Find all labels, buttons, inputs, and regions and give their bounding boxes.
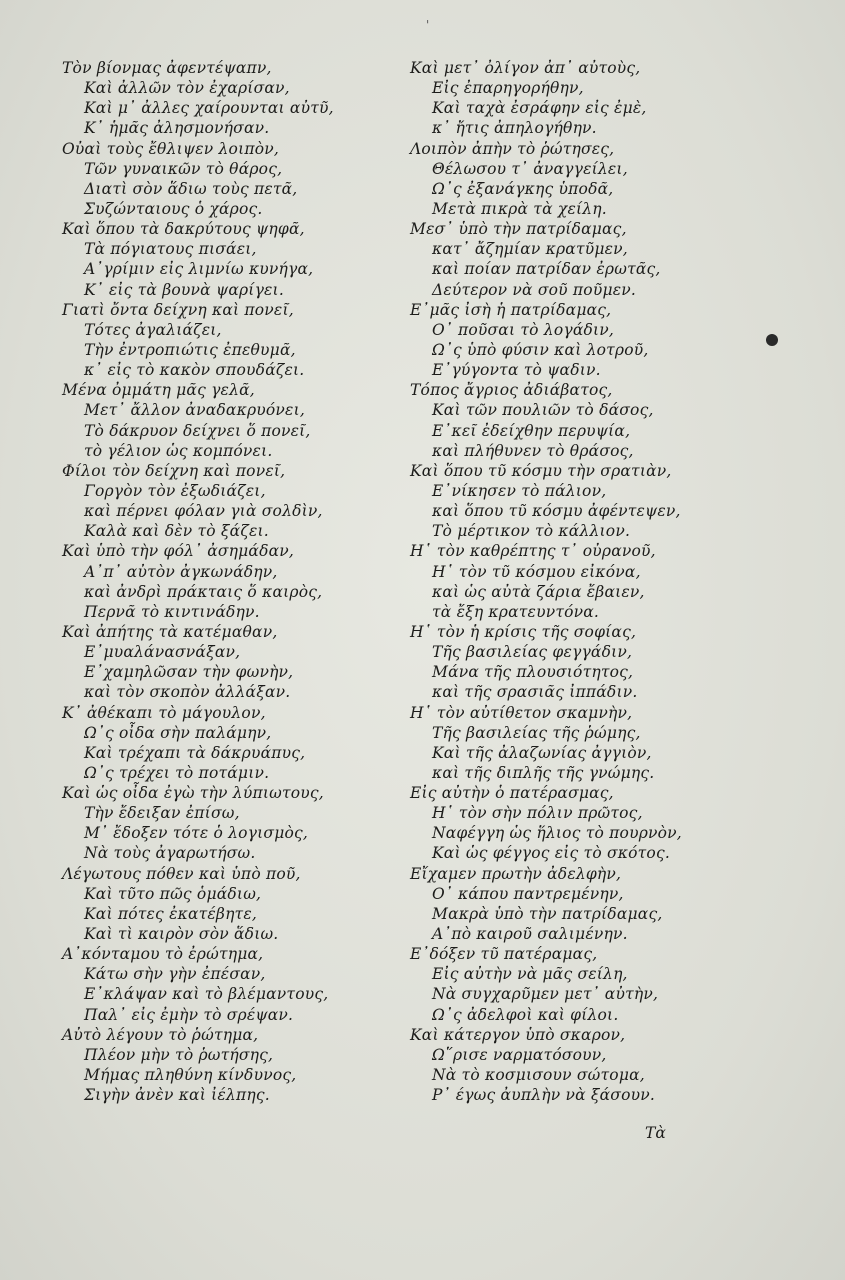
- verse-line: Η῾ τὸν τῦ κόσμου εἰκόνα,: [432, 562, 641, 581]
- verse-line: Παλ᾽ εἰς ἐμὴν τὸ σρέψαν.: [84, 1005, 294, 1024]
- verse-line: Κάτω σὴν γὴν ἐπέσαν,: [84, 965, 266, 984]
- verse-line: Νὰ τὸ κοσμισουν σώτομα,: [432, 1066, 645, 1085]
- verse-line: Θέλωσου τ᾽ ἀναγγείλει,: [432, 159, 628, 178]
- verse-line: Καὶ ὅπου τῦ κόσμυ τὴν σρατιὰν,: [410, 461, 672, 480]
- verse-line: Τότες ἀγαλιάζει,: [84, 320, 222, 339]
- verse-line: Τῆς βασιλείας φεγγάδιν,: [432, 643, 633, 662]
- verse-line: Καὶ ὡς φέγγος εἰς τὸ σκότος.: [432, 844, 670, 863]
- verse-line: Η῾ τὸν αὐτίθετον σκαμνὴν,: [410, 703, 633, 722]
- verse-line: Α᾽πὸ καιροῦ σαλιμένην.: [432, 925, 628, 944]
- verse-line: καὶ ὅπου τῦ κόσμυ ἀφέντεψεν,: [432, 502, 681, 521]
- verse-line: Ο᾽ κάπου παντρεμένην,: [432, 884, 624, 903]
- verse-line: Σιγὴν ἀνὲν καὶ ἰέλπης.: [84, 1086, 270, 1105]
- verse-line: Τὴν ἔδειξαν ἐπίσω,: [84, 804, 240, 823]
- verse-line: Ω᾽ς οἶδα σὴν παλάμην,: [84, 723, 272, 742]
- verse-line: Καὶ ἀπήτης τὰ κατέμαθαν,: [62, 622, 278, 641]
- verse-line: Ε᾽μυαλάνασνάξαν,: [84, 643, 241, 662]
- verse-line: Τῆς βασιλείας τῆς ῥώμης,: [432, 723, 641, 742]
- verse-line: Καὶ κάτεργον ὑπὸ σκαρον,: [410, 1025, 626, 1044]
- verse-line: Καὶ ὅπου τὰ δακρύτους ψηφᾶ,: [62, 220, 305, 239]
- verse-line: Καὶ τῦτο πῶς ὁμάδιω,: [84, 884, 262, 903]
- verse-line: Εἰς αὐτὴν ὁ πατέρασμας,: [410, 784, 614, 803]
- verse-line: Καὶ μετ᾽ ὀλίγον ἀπ᾽ αὐτοὺς,: [410, 59, 641, 77]
- verse-line: Κ᾽ ἡμᾶς ἀλησμονήσαν.: [84, 119, 270, 138]
- verse-line: καὶ ποίαν πατρίδαν ἐρωτᾶς,: [432, 260, 661, 279]
- catchword: Τὰ: [645, 1124, 666, 1142]
- verse-line: Καὶ τῶν πουλιῶν τὸ δάσος,: [432, 401, 654, 420]
- verse-line: Γοργὸν τὸν ἐξωδιάζει,: [84, 481, 266, 500]
- verse-line: Λοιπὸν ἀπὴν τὸ ῥώτησες,: [410, 139, 615, 158]
- verse-line: Εἴχαμεν πρωτὴν ἀδελφὴν,: [410, 864, 622, 883]
- verse-line: Ω᾽ς ἐξανάγκης ὑποδᾶ,: [432, 179, 614, 198]
- verse-line: Ρ᾽ έγως ἀυπλὴν νὰ ξάσουν.: [432, 1086, 655, 1105]
- verse-line: Ε᾽γύγοντα τὸ ψαδιν.: [432, 361, 601, 380]
- verse-line: Ναφέγγη ὡς ἥλιος τὸ πουρνὸν,: [432, 824, 682, 843]
- verse-line: Φίλοι τὸν δείχνη καὶ πονεῖ,: [62, 461, 286, 480]
- verse-line: Ε᾽μᾶς ἰσὴ ἡ πατρίδαμας,: [410, 300, 612, 319]
- verse-line: Καὶ ὑπὸ τὴν φόλ᾽ ἀσημάδαν,: [62, 542, 295, 561]
- ink-blot-dot: [766, 334, 778, 346]
- verse-line: Τὸν βίονμας ἀφεντέψαπν,: [62, 59, 272, 77]
- verse-line: Μήμας πληθύνη κίνδυνος,: [84, 1066, 297, 1085]
- verse-line: Διατὶ σὸν ἅδιω τοὺς πετᾶ,: [84, 179, 298, 198]
- verse-line: καὶ ἀνδρὶ πράκταις ὅ καιρὸς,: [84, 582, 323, 601]
- verse-line: Μ᾽ ἔδοξεν τότε ὁ λογισμὸς,: [84, 824, 309, 843]
- verse-line: κατ᾽ ἄζημίαν κρατῦμεν,: [432, 240, 628, 259]
- verse-line: Καὶ ταχὰ ἐσράφην εἰς ἐμὲ,: [432, 99, 647, 118]
- verse-line: Δεύτερον νὰ σοῦ ποῦμεν.: [432, 280, 636, 299]
- verse-line: Ε᾽χαμηλῶσαν τὴν φωνὴν,: [84, 663, 294, 682]
- verse-line: Καὶ μ᾽ ἀλλες χαίρουνται αὐτῦ,: [84, 99, 334, 118]
- verse-line: Μετὰ πικρὰ τὰ χείλη.: [432, 199, 607, 218]
- verse-line: Καὶ πότες ἐκατέβητε,: [84, 904, 257, 923]
- verse-line: Γιατὶ ὄντα δείχνη καὶ πονεῖ,: [62, 300, 294, 319]
- verse-line: Νὰ τοὺς ἀγαρωτήσω.: [84, 844, 256, 863]
- verse-line: καὶ τῆς σρασιᾶς ἰππάδιν.: [432, 683, 638, 702]
- verse-line: Α᾽κόνταμου τὸ ἐρώτημα,: [62, 945, 264, 964]
- verse-line: Α᾽π᾽ αὐτὸν ἀγκωνάδην,: [84, 562, 278, 581]
- verse-line: κ᾽ ἤτις ἀπηλογήθην.: [432, 119, 597, 138]
- verse-line: Καὶ τρέχαπι τὰ δάκρυάπυς,: [84, 743, 306, 762]
- verse-line: Κ᾽ εἰς τὰ βουνὰ ψαρίγει.: [84, 280, 284, 299]
- verse-line: Μακρὰ ὑπὸ τὴν πατρίδαμας,: [432, 904, 663, 923]
- verse-line: Η῾ τὸν ἡ κρίσις τῆς σοφίας,: [410, 622, 637, 641]
- verse-line: Εἰς αὐτὴν νὰ μᾶς σείλη,: [432, 965, 628, 984]
- verse-line: Τὴν ἐντροπιώτις ἐπεθυμᾶ,: [84, 340, 296, 359]
- verse-line: Ε᾽νίκησεν τὸ πάλιον,: [432, 481, 607, 500]
- verse-line: Καὶ τὶ καιρὸν σὸν ἅδιω.: [84, 925, 279, 944]
- verse-line: Τόπος ἄγριος ἀδιάβατος,: [410, 381, 613, 400]
- verse-line: Καὶ ἀλλῶν τὸν ἐχαρίσαν,: [84, 79, 290, 98]
- verse-line: Ω᾽ς τρέχει τὸ ποτάμιν.: [84, 763, 270, 782]
- verse-line: Νὰ συγχαρῦμεν μετ᾽ αὐτὴν,: [432, 985, 659, 1004]
- verse-line: Α᾽γρίμιν εἰς λιμνίω κυνήγα,: [84, 260, 314, 279]
- verse-line: Κ᾽ ἀθέκαπι τὸ μάγουλον,: [62, 703, 266, 722]
- page-top-mark: ꞌ: [426, 18, 430, 32]
- verse-line: Αὐτὸ λέγουν τὸ ῥώτημα,: [62, 1025, 259, 1044]
- verse-line: Καλὰ καὶ δὲν τὸ ξάζει.: [84, 522, 269, 541]
- verse-line: καὶ ὡς αὐτὰ ζάρια ἔβαιεν,: [432, 582, 645, 601]
- verse-line: Μετ᾽ ἄλλον ἀναδακρυόνει,: [84, 401, 305, 420]
- verse-line: Η῾ τὸν καθρέπτης τ᾽ οὐρανοῦ,: [410, 542, 656, 561]
- verse-line: Ο᾽ ποῦσαι τὸ λογάδιν,: [432, 320, 615, 339]
- verse-line: Οὐαὶ τοὺς ἔθλιψεν λοιπὸν,: [62, 139, 280, 158]
- verse-line: Καὶ ὡς οἶδα ἐγὼ τὴν λύπιωτους,: [62, 784, 324, 803]
- verse-line: Συζώνταιους ὁ χάρος.: [84, 199, 263, 218]
- verse-line: Λέγωτους πόθεν καὶ ὑπὸ ποῦ,: [62, 864, 301, 883]
- verse-line: Τὸ δάκρυον δείχνει ὅ πονεῖ,: [84, 421, 311, 440]
- verse-line: Η῾ τὸν σὴν πόλιν πρῶτος,: [432, 804, 643, 823]
- verse-line: Τῶν γυναικῶν τὸ θάρος,: [84, 159, 283, 178]
- verse-line: καὶ πέρνει φόλαν γιὰ σολδὶν,: [84, 502, 323, 521]
- left-text-column: [62, 58, 382, 1105]
- verse-line: Ω῞ρισε ναρματόσουν,: [432, 1045, 607, 1064]
- verse-line: Μένα ὀμμάτη μᾶς γελᾶ,: [62, 381, 255, 400]
- verse-line: Τὸ μέρτικον τὸ κάλλιον.: [432, 522, 631, 541]
- verse-line: Ω᾽ς ἀδελφοὶ καὶ φίλοι.: [432, 1005, 619, 1024]
- verse-line: καὶ πλήθυνεν τὸ θράσος,: [432, 441, 634, 460]
- verse-line: Περνᾶ τὸ κιντινάδην.: [84, 602, 260, 621]
- verse-line: κ᾽ εἰς τὸ κακὸν σπουδάζει.: [84, 361, 305, 380]
- verse-line: Ω᾽ς ὑπὸ φύσιν καὶ λοτροῦ,: [432, 340, 649, 359]
- verse-line: καὶ τὸν σκοπὸν ἀλλάξαν.: [84, 683, 291, 702]
- verse-line: Εἰς ἐπαρηγορήθην,: [432, 79, 584, 98]
- verse-line: Ε᾽κλάψαν καὶ τὸ βλέμαντους,: [84, 985, 329, 1004]
- verse-line: Μεσ᾽ ὑπὸ τὴν πατρίδαμας,: [410, 220, 627, 239]
- verse-line: Τὰ πόγιατους πισάει,: [84, 240, 257, 259]
- verse-line: Καὶ τῆς ἀλαζωνίας ἀγγιὸν,: [432, 743, 652, 762]
- verse-line: Ε᾽δόξεν τῦ πατέραμας,: [410, 945, 598, 964]
- verse-line: Ε᾽κεῖ ἐδείχθην περυψία,: [432, 421, 631, 440]
- verse-line: τὸ γέλιον ὡς κομπόνει.: [84, 441, 273, 460]
- verse-line: τὰ ἔξη κρατευντόνα.: [432, 602, 600, 621]
- right-text-column: [410, 58, 695, 1105]
- verse-line: καὶ τῆς διπλῆς τῆς γνώμης.: [432, 763, 655, 782]
- verse-line: Μάνα τῆς πλουσιότητος,: [432, 663, 634, 682]
- verse-line: Πλέον μὴν τὸ ῥωτήσης,: [84, 1045, 274, 1064]
